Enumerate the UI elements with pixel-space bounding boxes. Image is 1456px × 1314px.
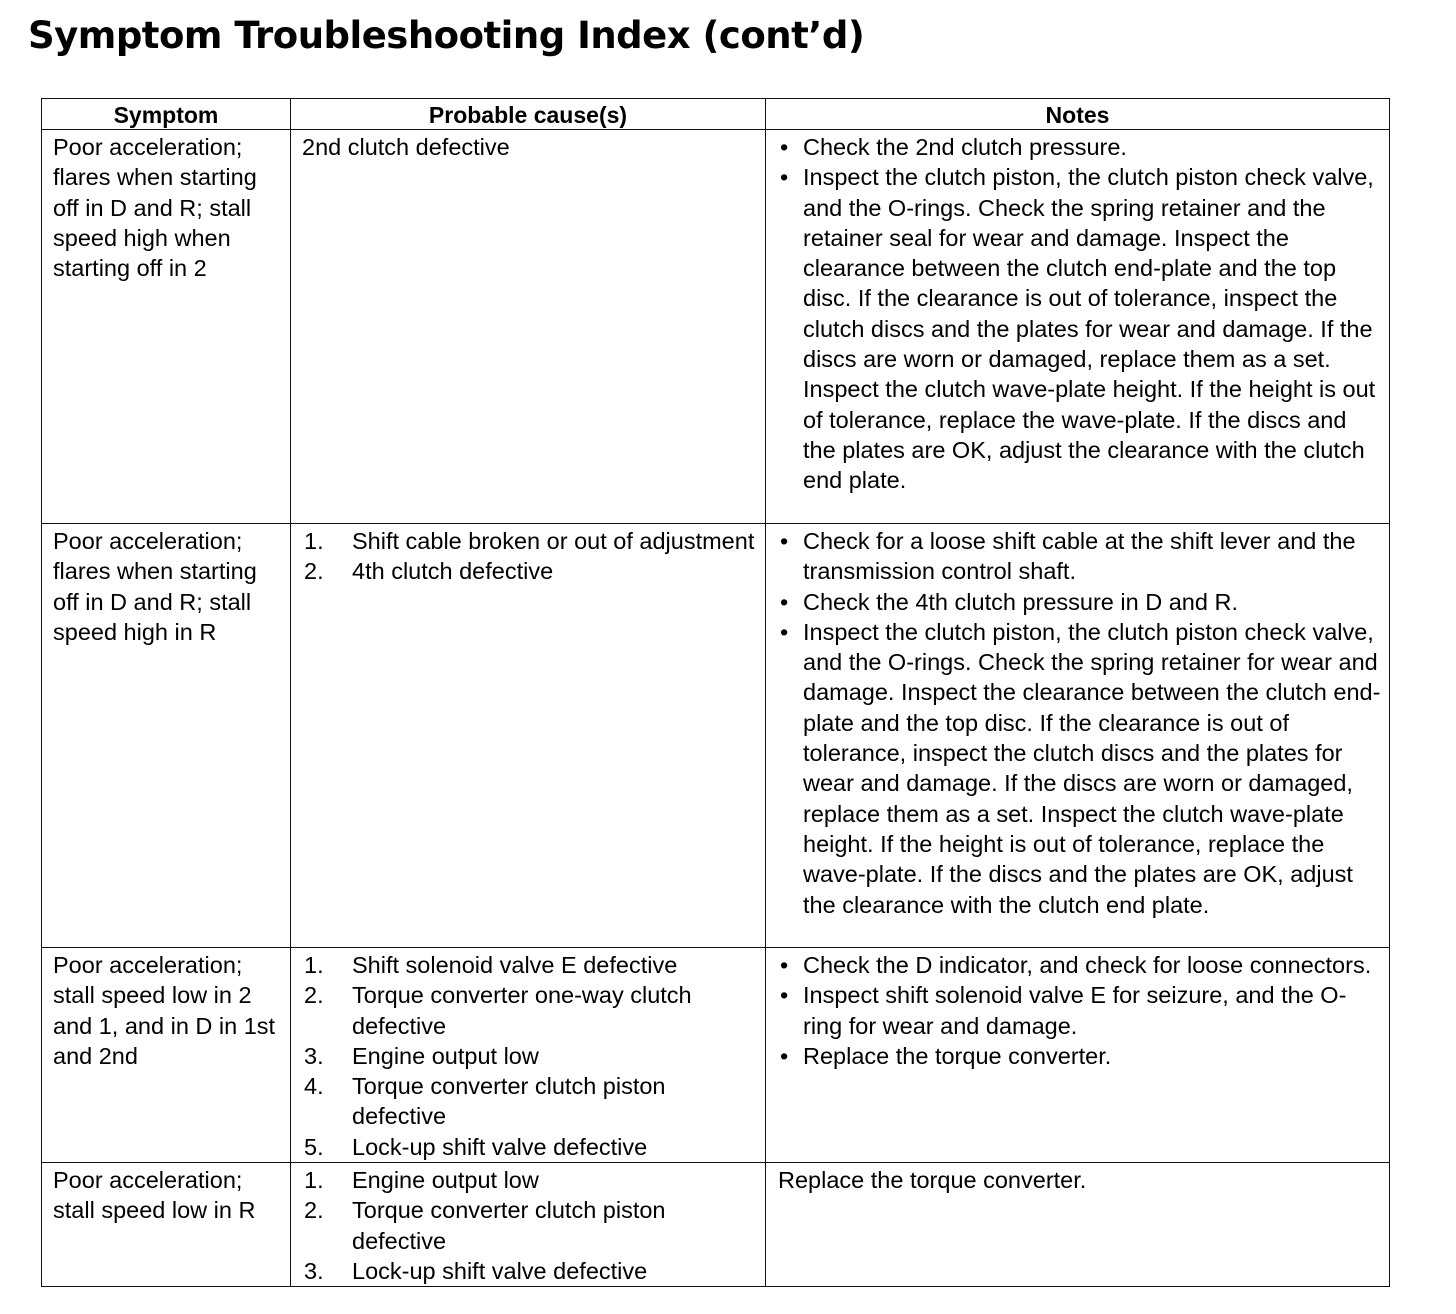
cause-text: Engine output low — [352, 1042, 539, 1069]
bullet-icon: • — [780, 1042, 789, 1069]
probable-cause-cell — [291, 948, 766, 1163]
cause-number: 1. — [304, 1167, 324, 1194]
probable-cause-cell — [291, 1163, 766, 1287]
cause-number: 2. — [304, 982, 324, 1009]
cause-item — [302, 1195, 759, 1256]
cause-text: Lock-up shift valve defective — [352, 1133, 648, 1160]
cause-text: Engine output low — [352, 1167, 539, 1194]
bullet-icon: • — [780, 528, 789, 554]
note-item — [778, 162, 1381, 495]
cause-text: 2nd clutch defective — [302, 134, 510, 160]
cause-number: 1. — [304, 528, 324, 554]
note-item — [778, 980, 1381, 1041]
cause-number: 5. — [304, 1133, 324, 1160]
cause-text: Torque converter one-way clutch defective — [352, 982, 692, 1039]
cause-number: 3. — [304, 1257, 324, 1284]
bullet-icon: • — [780, 982, 789, 1009]
probable-cause-cell — [291, 130, 766, 524]
note-item — [778, 587, 1381, 617]
note-item — [778, 526, 1381, 587]
table-row — [42, 1163, 1390, 1287]
cause-text: Torque converter clutch piston defective — [352, 1073, 666, 1130]
notes-list — [778, 950, 1381, 1071]
note-text: Inspect shift solenoid valve E for seizure, and the O-ring for wear and damage. — [803, 982, 1347, 1039]
bullet-icon: • — [780, 134, 789, 160]
note-text: Check the 2nd clutch pressure. — [803, 134, 1127, 160]
bullet-icon: • — [780, 164, 789, 191]
page-title: Symptom Troubleshooting Index (cont’d) — [28, 14, 865, 57]
bullet-icon: • — [780, 618, 789, 645]
cause-item — [302, 1165, 759, 1195]
symptom-cell: Poor acceleration; flares when starting off in D and R; stall speed high in R — [42, 524, 291, 948]
cause-text: Shift cable broken or out of adjustment — [352, 528, 755, 554]
cause-text: 4th clutch defective — [352, 558, 554, 585]
cause-number: 2. — [304, 558, 324, 585]
table-header-row — [42, 99, 1390, 130]
header-notes: Notes — [766, 99, 1390, 130]
notes-cell — [766, 524, 1390, 948]
table-row — [42, 130, 1390, 524]
cause-number: 3. — [304, 1042, 324, 1069]
cause-item — [302, 1132, 759, 1162]
symptom-cell: Poor acceleration; flares when starting off in D and R; stall speed high when starting off in 2 — [42, 130, 291, 524]
bullet-icon: • — [780, 588, 789, 615]
cause-number: 4. — [304, 1073, 324, 1100]
notes-cell — [766, 1163, 1390, 1287]
cause-text: Lock-up shift valve defective — [352, 1257, 648, 1284]
cause-item — [302, 950, 759, 980]
cause-item — [302, 556, 759, 586]
cause-item — [302, 1041, 759, 1071]
note-text: Check the D indicator, and check for loose connectors. — [803, 952, 1372, 978]
cause-item — [302, 1256, 759, 1286]
cause-number: 1. — [304, 952, 324, 978]
symptom-cell: Poor acceleration; stall speed low in 2 and 1, and in D in 1st and 2nd — [42, 948, 291, 1163]
cause-item — [302, 1071, 759, 1132]
cause-list — [302, 526, 759, 587]
cause-item — [302, 980, 759, 1041]
cause-item — [302, 526, 759, 556]
note-text: Check for a loose shift cable at the shift lever and the transmission control shaft. — [803, 528, 1356, 585]
table-row — [42, 524, 1390, 948]
cause-text: Shift solenoid valve E defective — [352, 952, 678, 978]
cause-list — [302, 1165, 759, 1286]
note-text: Inspect the clutch piston, the clutch piston check valve, and the O-rings. Check the spring retainer and the retainer seal for wear and damage. Inspect the clearance between the clutch end-plate and the top disc. If the clearance is out of tolerance, inspect the clutch discs and the plates for wear and damage. If the discs are worn or damaged, replace them as a set. Inspect the clutch wave-plate height. If the height is out of tolerance, replace the wave-plate. If the discs and the plates are OK, adjust the clearance with the clutch end plate. — [803, 164, 1376, 494]
notes-cell — [766, 130, 1390, 524]
cause-number: 2. — [304, 1197, 324, 1224]
note-text: Inspect the clutch piston, the clutch piston check valve, and the O-rings. Check the spring retainer for wear and damage. Inspect the clearance between the clutch end-plate and the top disc. If the clearance is out of tolerance, inspect the clutch discs and the plates for wear and damage. If the discs are worn or damaged, replace them as a set. Inspect the clutch wave-plate height. If the height is out of tolerance, replace the wave-plate. If the discs and the plates are OK, adjust the clearance with the clutch end plate. — [803, 618, 1381, 918]
probable-cause-cell — [291, 524, 766, 948]
note-item — [778, 617, 1381, 920]
note-text: Replace the torque converter. — [778, 1167, 1087, 1194]
symptom-cell: Poor acceleration; stall speed low in R — [42, 1163, 291, 1287]
header-probable-causes: Probable cause(s) — [291, 99, 766, 130]
notes-list — [778, 526, 1381, 920]
troubleshooting-table — [41, 98, 1390, 1287]
table-row — [42, 948, 1390, 1163]
cause-text: Torque converter clutch piston defective — [352, 1197, 666, 1254]
cause-list — [302, 950, 759, 1162]
bullet-icon: • — [780, 952, 789, 978]
header-symptom: Symptom — [42, 99, 291, 130]
note-item — [778, 1041, 1381, 1071]
notes-cell — [766, 948, 1390, 1163]
note-item — [778, 132, 1381, 162]
notes-list — [778, 132, 1381, 496]
note-text: Replace the torque converter. — [803, 1042, 1112, 1069]
note-item — [778, 950, 1381, 980]
note-text: Check the 4th clutch pressure in D and R. — [803, 588, 1238, 615]
